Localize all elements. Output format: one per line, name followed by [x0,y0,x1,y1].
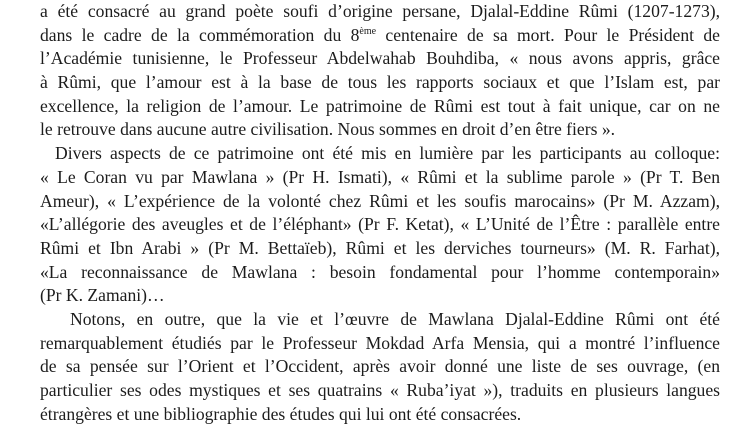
text-line [40,24,720,48]
text-segment: centenaire de sa mort. Pour le Président de [376,24,720,45]
text-line: particulier ses odes mystiques et ses quatrains « Ruba’iyat »), traduits en plusieurs langues [40,380,720,400]
text-line: (Pr K. Zamani)… [40,285,165,306]
text-line: le retrouve dans aucune autre civilisation. Nous sommes en droit d’en être fiers ». [40,119,616,140]
text-line: a été consacré au grand poète soufi d’origine persane, Djalal-Eddine Rûmi (1207-1273), [40,1,720,21]
text-line: excellence, la religion de l’amour. Le patrimoine de Rûmi est tout à fait unique, car on ne [40,95,720,116]
text-line: Ameur), « L’expérience de la volonté chez Rûmi et les soufis marocains» (Pr M. Azzam), [40,190,720,211]
paragraph-3 [40,308,720,426]
paragraph-2 [40,142,720,308]
text-line: Divers aspects de ce patrimoine ont été mis en lumière par les participants au colloque: [55,143,720,164]
text-line: étrangères et une bibliographie des études qui lui ont été consacrées. [40,403,522,424]
superscript: ème [359,25,377,37]
text-line: «L’allégorie des aveugles et de l’éléphant» (Pr F. Ketat), « L’Unité de l’Être : parallèle entre [40,214,720,235]
text-line: Notons, en outre, que la vie et l’œuvre de Mawlana Djalal-Eddine Rûmi ont été [70,308,720,329]
document-page [40,0,720,426]
text-line: remarquablement étudiés par le Professeur Mokdad Arfa Mensia, qui a montré l’influence [40,332,720,353]
text-line: de sa pensée sur l’Orient et l’Occident, après avoir donné une liste de ses ouvrage, (en [40,356,720,377]
text-segment: dans le cadre de la commémoration du 8 [40,24,360,45]
text-line: « Le Coran vu par Mawlana » (Pr H. Ismati), « Rûmi et la sublime parole » (Pr T. Ben [40,166,720,187]
text-line: à Rûmi, que l’amour est à la base de tous les rapports sociaux et que l’Islam est, par [40,72,720,93]
text-line: l’Académie tunisienne, le Professeur Abdelwahab Bouhdiba, « nous avons appris, grâce [40,48,720,69]
paragraph-1 [40,0,720,142]
text-line: Rûmi et Ibn Arabi » (Pr M. Bettaïeb), Rûmi et les derviches tourneurs» (M. R. Farhat), [40,237,720,258]
text-line: «La reconnaissance de Mawlana : besoin fondamental pour l’homme contemporain» [40,261,720,282]
